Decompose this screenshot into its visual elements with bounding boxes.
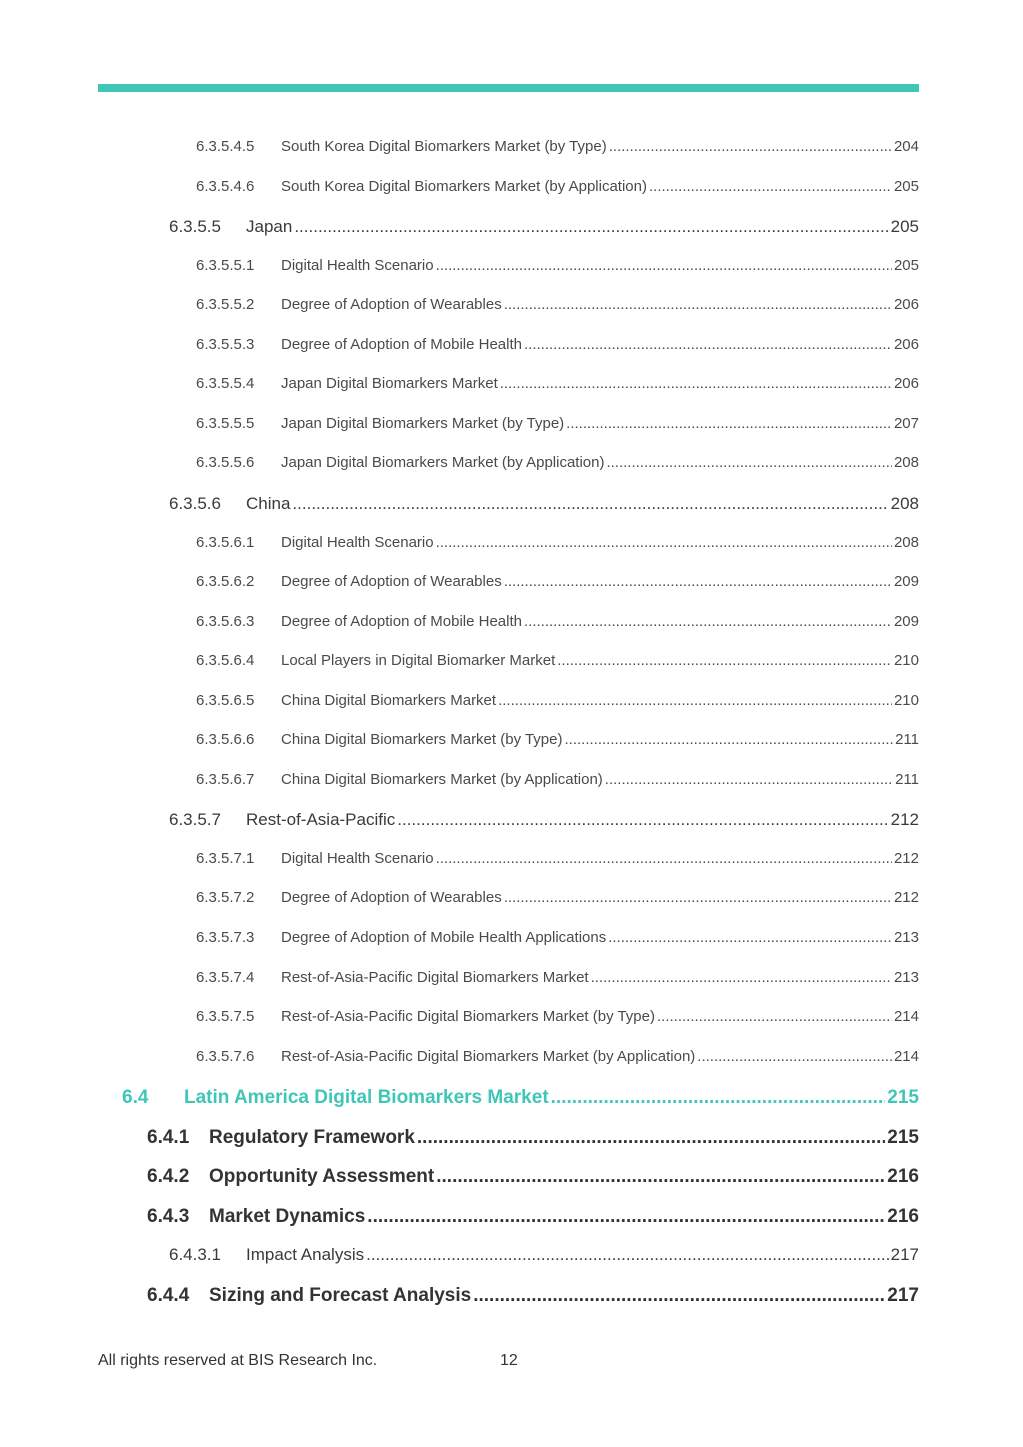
toc-entry[interactable] xyxy=(196,692,919,709)
toc-dot-leader xyxy=(500,375,892,392)
toc-entry-page: 212 xyxy=(893,889,919,906)
toc-entry[interactable] xyxy=(196,573,919,590)
toc-entry[interactable] xyxy=(196,257,919,274)
toc-dot-leader xyxy=(498,692,892,709)
toc-entry-title: China Digital Biomarkers Market (by Type) xyxy=(281,731,563,748)
toc-entry-title: Rest-of-Asia-Pacific Digital Biomarkers Market (by Application) xyxy=(281,1048,696,1065)
toc-entry-number: 6.3.5.7.1 xyxy=(196,850,255,867)
toc-dot-leader xyxy=(436,850,892,867)
toc-entry-number: 6.4 xyxy=(122,1087,149,1108)
toc-entry-title: Digital Health Scenario xyxy=(281,534,434,551)
toc-entry-page: 215 xyxy=(887,1127,919,1148)
toc-entry-title: Impact Analysis xyxy=(246,1245,365,1264)
toc-dot-leader xyxy=(436,534,892,551)
toc-dot-leader xyxy=(564,731,893,748)
toc-entry-number: 6.3.5.5.6 xyxy=(196,454,255,471)
toc-entry-number: 6.3.5.6.5 xyxy=(196,692,255,709)
toc-entry-title: China Digital Biomarkers Market xyxy=(281,692,497,709)
toc-entry-number: 6.3.5.7.4 xyxy=(196,969,255,986)
toc-entry[interactable] xyxy=(147,1206,919,1228)
toc-entry-page: 210 xyxy=(893,692,919,709)
toc-entry-page: 207 xyxy=(893,415,919,432)
toc-entry-number: 6.4.4 xyxy=(147,1285,190,1306)
toc-entry-title: Japan Digital Biomarkers Market (by Application) xyxy=(281,454,605,471)
toc-entry[interactable] xyxy=(196,138,919,155)
toc-entry-number: 6.4.3 xyxy=(147,1206,190,1227)
toc-entry-page: 216 xyxy=(887,1206,919,1227)
toc-entry[interactable] xyxy=(196,534,919,551)
toc-entry-page: 204 xyxy=(893,138,919,155)
header-accent-bar xyxy=(98,84,919,92)
toc-dot-leader xyxy=(417,1127,885,1149)
toc-dot-leader xyxy=(697,1048,892,1065)
toc-entry-page: 215 xyxy=(887,1087,919,1108)
toc-entry-title: Digital Health Scenario xyxy=(281,257,434,274)
toc-dot-leader xyxy=(657,1008,892,1025)
footer-page-number: 12 xyxy=(500,1352,518,1369)
toc-entry-page: 217 xyxy=(890,1245,919,1264)
toc-entry-number: 6.4.3.1 xyxy=(169,1245,221,1264)
toc-entry-title: South Korea Digital Biomarkers Market (by Type) xyxy=(281,138,607,155)
toc-entry-number: 6.3.5.4.5 xyxy=(196,138,255,155)
toc-entry-title: Rest-of-Asia-Pacific Digital Biomarkers Market (by Type) xyxy=(281,1008,655,1025)
toc-entry-number: 6.3.5.7.2 xyxy=(196,889,255,906)
toc-entry-number: 6.3.5.7.6 xyxy=(196,1048,255,1065)
toc-dot-leader xyxy=(436,1166,885,1188)
toc-entry-page: 205 xyxy=(890,217,919,236)
toc-entry-number: 6.3.5.6.6 xyxy=(196,731,255,748)
toc-entry-page: 216 xyxy=(887,1166,919,1187)
toc-entry-title: Degree of Adoption of Mobile Health xyxy=(281,613,522,630)
toc-entry[interactable] xyxy=(196,336,919,353)
toc-dot-leader xyxy=(524,613,892,630)
toc-entry[interactable] xyxy=(169,810,919,830)
toc-entry-page: 209 xyxy=(893,573,919,590)
toc-entry-number: 6.3.5.6.2 xyxy=(196,573,255,590)
toc-entry-number: 6.3.5.5.1 xyxy=(196,257,255,274)
toc-entry-number: 6.3.5.5.2 xyxy=(196,296,255,313)
toc-entry-number: 6.3.5.6.1 xyxy=(196,534,255,551)
toc-entry-number: 6.3.5.5.3 xyxy=(196,336,255,353)
toc-entry-page: 213 xyxy=(893,929,919,946)
toc-entry-number: 6.3.5.6.3 xyxy=(196,613,255,630)
toc-dot-leader xyxy=(608,929,892,946)
toc-entry-page: 209 xyxy=(893,613,919,630)
toc-entry[interactable] xyxy=(196,415,919,432)
toc-entry-title: China xyxy=(246,494,291,513)
toc-entry[interactable] xyxy=(169,494,919,514)
toc-dot-leader xyxy=(294,217,888,237)
toc-entry-page: 213 xyxy=(893,969,919,986)
toc-entry-page: 208 xyxy=(890,494,919,513)
toc-dot-leader xyxy=(367,1206,885,1228)
toc-entry-number: 6.3.5.4.6 xyxy=(196,178,255,195)
toc-entry-page: 214 xyxy=(893,1048,919,1065)
toc-dot-leader xyxy=(473,1285,885,1307)
toc-entry-page: 214 xyxy=(893,1008,919,1025)
toc-entry-title: Degree of Adoption of Wearables xyxy=(281,573,502,590)
toc-entry-title: Japan Digital Biomarkers Market xyxy=(281,375,498,392)
toc-entry-page: 205 xyxy=(893,178,919,195)
toc-entry-number: 6.3.5.5 xyxy=(169,217,221,236)
toc-entry-number: 6.3.5.6.7 xyxy=(196,771,255,788)
toc-entry-page: 208 xyxy=(893,534,919,551)
toc-dot-leader xyxy=(524,336,892,353)
toc-entry-title: Latin America Digital Biomarkers Market xyxy=(184,1087,549,1108)
toc-entry[interactable] xyxy=(196,1008,919,1025)
toc-dot-leader xyxy=(609,138,892,155)
toc-entry-number: 6.4.2 xyxy=(147,1166,190,1187)
toc-entry-number: 6.3.5.7.3 xyxy=(196,929,255,946)
toc-dot-leader xyxy=(436,257,892,274)
toc-entry-page: 211 xyxy=(895,771,919,788)
toc-entry[interactable] xyxy=(196,613,919,630)
toc-dot-leader xyxy=(504,296,892,313)
toc-entry[interactable] xyxy=(196,731,919,748)
toc-entry[interactable] xyxy=(169,217,919,237)
toc-entry[interactable] xyxy=(196,969,919,986)
toc-entry-number: 6.3.5.5.4 xyxy=(196,375,255,392)
toc-entry-page: 208 xyxy=(893,454,919,471)
toc-entry-page: 212 xyxy=(893,850,919,867)
toc-entry-page: 206 xyxy=(893,336,919,353)
toc-entry-title: China Digital Biomarkers Market (by Application) xyxy=(281,771,603,788)
toc-entry-number: 6.4.1 xyxy=(147,1127,190,1148)
toc-entry-number: 6.3.5.6 xyxy=(169,494,221,513)
toc-dot-leader xyxy=(397,810,888,830)
toc-entry[interactable] xyxy=(196,929,919,946)
toc-dot-leader xyxy=(292,494,888,514)
toc-entry-title: South Korea Digital Biomarkers Market (by Application) xyxy=(281,178,647,195)
toc-entry-page: 217 xyxy=(887,1285,919,1306)
toc-entry-page: 206 xyxy=(893,296,919,313)
toc-dot-leader xyxy=(504,889,892,906)
toc-dot-leader xyxy=(551,1087,886,1109)
toc-entry-title: Opportunity Assessment xyxy=(209,1166,435,1187)
toc-entry[interactable] xyxy=(196,652,919,669)
toc-entry-number: 6.3.5.7.5 xyxy=(196,1008,255,1025)
toc-entry[interactable] xyxy=(147,1285,919,1307)
toc-entry-number: 6.3.5.7 xyxy=(169,810,221,829)
toc-dot-leader xyxy=(366,1245,889,1265)
toc-entry[interactable] xyxy=(196,889,919,906)
toc-entry[interactable] xyxy=(196,296,919,313)
toc-entry[interactable] xyxy=(147,1166,919,1188)
toc-entry[interactable] xyxy=(196,178,919,195)
toc-entry-number: 6.3.5.6.4 xyxy=(196,652,255,669)
toc-entry-page: 212 xyxy=(890,810,919,829)
toc-entry-number: 6.3.5.5.5 xyxy=(196,415,255,432)
toc-dot-leader xyxy=(606,454,892,471)
toc-entry-title: Degree of Adoption of Wearables xyxy=(281,889,502,906)
toc-entry-title: Regulatory Framework xyxy=(209,1127,415,1148)
footer-rights: All rights reserved at BIS Research Inc. xyxy=(98,1352,378,1369)
toc-entry[interactable] xyxy=(196,375,919,392)
toc-entry-title: Local Players in Digital Biomarker Market xyxy=(281,652,556,669)
toc-entry-page: 206 xyxy=(893,375,919,392)
toc-entry-title: Japan Digital Biomarkers Market (by Type) xyxy=(281,415,565,432)
toc-entry-page: 205 xyxy=(893,257,919,274)
toc-dot-leader xyxy=(504,573,892,590)
toc-entry[interactable] xyxy=(169,1245,919,1265)
toc-entry-page: 211 xyxy=(895,731,919,748)
toc-entry-page: 210 xyxy=(893,652,919,669)
toc-entry-title: Market Dynamics xyxy=(209,1206,366,1227)
toc-entry-title: Degree of Adoption of Mobile Health Applications xyxy=(281,929,607,946)
toc-entry-title: Rest-of-Asia-Pacific Digital Biomarkers Market xyxy=(281,969,589,986)
toc-entry[interactable] xyxy=(196,850,919,867)
toc-entry-title: Rest-of-Asia-Pacific xyxy=(246,810,396,829)
toc-entry[interactable] xyxy=(147,1127,919,1149)
toc-dot-leader xyxy=(605,771,893,788)
toc-dot-leader xyxy=(649,178,892,195)
toc-dot-leader xyxy=(566,415,892,432)
toc-entry-title: Degree of Adoption of Mobile Health xyxy=(281,336,522,353)
toc-entry[interactable] xyxy=(122,1087,919,1109)
toc-entry-title: Digital Health Scenario xyxy=(281,850,434,867)
toc-entry[interactable] xyxy=(196,771,919,788)
toc-dot-leader xyxy=(591,969,892,986)
toc-dot-leader xyxy=(557,652,892,669)
toc-entry-title: Japan xyxy=(246,217,293,236)
toc-entry[interactable] xyxy=(196,454,919,471)
toc-entry[interactable] xyxy=(196,1048,919,1065)
toc-entry-title: Degree of Adoption of Wearables xyxy=(281,296,502,313)
toc-entry-title: Sizing and Forecast Analysis xyxy=(209,1285,472,1306)
